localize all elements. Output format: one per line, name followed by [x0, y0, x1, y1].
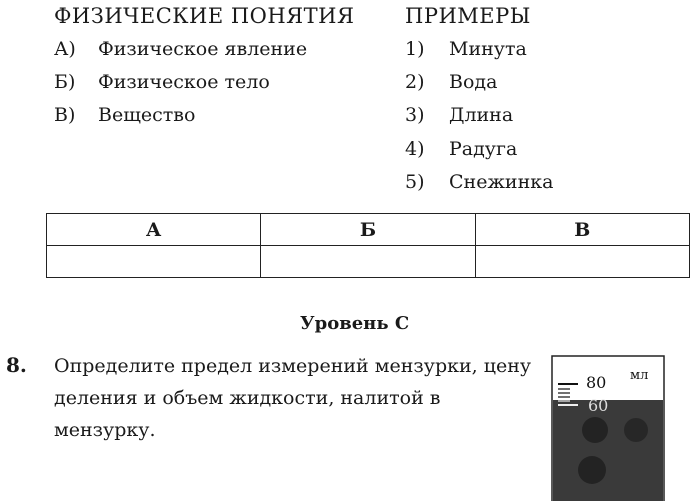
beaker-liquid	[553, 400, 663, 501]
liquid-texture	[624, 418, 648, 442]
level-heading: Уровень С	[300, 313, 410, 334]
example-text: Снежинка	[449, 171, 554, 193]
example-marker: 5)	[405, 171, 425, 193]
example-marker: 2)	[405, 71, 425, 93]
scale-label-80: 80	[586, 373, 607, 392]
beaker	[552, 356, 664, 501]
example-marker: 1)	[405, 38, 425, 60]
liquid-texture	[582, 417, 608, 443]
example-marker: 4)	[405, 138, 425, 160]
concept-marker: А)	[54, 38, 76, 60]
scale-label-60: 60	[588, 396, 609, 415]
concepts-header: ФИЗИЧЕСКИЕ ПОНЯТИЯ	[54, 4, 355, 28]
concept-text: Физическое явление	[98, 38, 308, 60]
liquid-texture	[578, 456, 606, 484]
concept-marker: Б)	[54, 71, 76, 93]
example-text: Вода	[449, 71, 498, 93]
concept-text: Вещество	[98, 104, 196, 126]
answer-header-a: А	[47, 214, 261, 246]
examples-header: ПРИМЕРЫ	[405, 4, 531, 28]
answer-header-b: Б	[261, 214, 475, 246]
answer-header-v: В	[475, 214, 689, 246]
example-text: Радуга	[449, 138, 518, 160]
example-text: Минута	[449, 38, 527, 60]
example-marker: 3)	[405, 104, 425, 126]
concept-marker: В)	[54, 104, 76, 126]
concept-text: Физическое тело	[98, 71, 270, 93]
question-number: 8.	[6, 353, 27, 377]
unit-label: мл	[630, 368, 649, 383]
question-text: Определите предел измерений мензурки, цену деления и объем жидкости, налитой в мензурку.	[54, 355, 532, 441]
example-text: Длина	[449, 104, 514, 126]
